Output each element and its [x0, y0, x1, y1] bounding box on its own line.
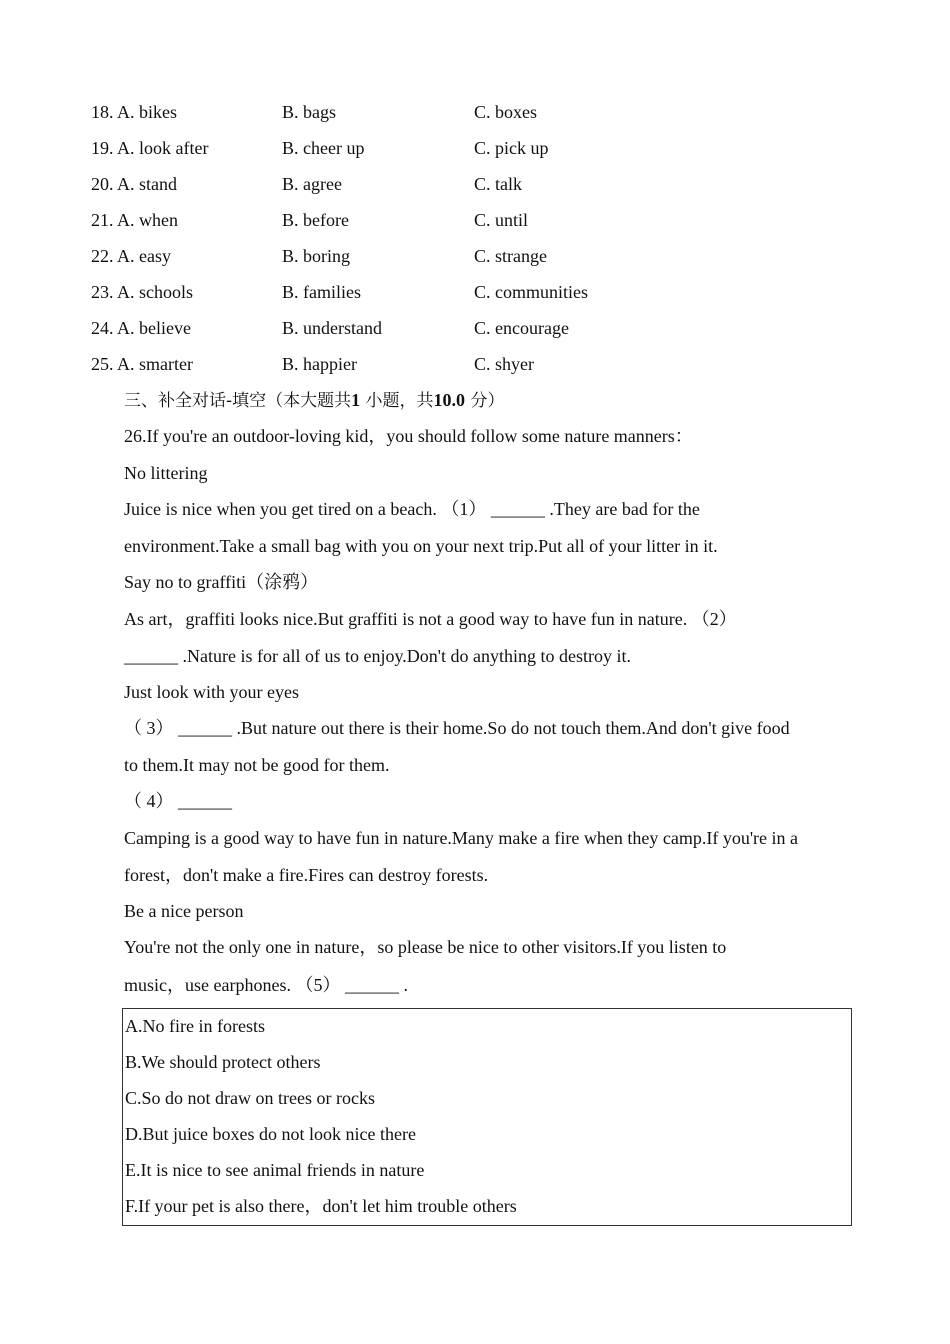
- passage-line: Juice is nice when you get tired on a beach. （1） ______ .They are bad for the: [124, 499, 700, 519]
- passage-line: As art，graffiti looks nice.But graffiti is not a good way to have fun in nature. （2）: [124, 609, 737, 629]
- passage-line: to them.It may not be good for them.: [124, 755, 390, 775]
- option-c: C. encourage: [474, 318, 569, 338]
- option-c: C. strange: [474, 246, 547, 266]
- option-row-18: [91, 94, 891, 130]
- passage-line: 26.If you're an outdoor-loving kid，you should follow some nature manners：: [124, 426, 693, 446]
- option-b: B. understand: [282, 318, 382, 338]
- option-row-21: [91, 202, 891, 238]
- option-row-19: [91, 130, 891, 166]
- passage-line: music，use earphones. （5） ______ .: [124, 975, 408, 995]
- option-b: B. boring: [282, 246, 351, 266]
- passage-line: ______ .Nature is for all of us to enjoy.Don't do anything to destroy it.: [124, 646, 632, 666]
- option-b: B. families: [282, 282, 361, 302]
- passage-line: forest，don't make a fire.Fires can destroy forests.: [124, 865, 489, 885]
- option-row-24: [91, 310, 891, 346]
- option-b: B. agree: [282, 174, 342, 194]
- choices-box: [122, 1008, 852, 1226]
- section-score: 10.0: [433, 390, 466, 410]
- choice-a: A.No fire in forests: [125, 1016, 265, 1036]
- option-row-20: [91, 166, 891, 202]
- option-b: B. before: [282, 210, 349, 230]
- option-a: 22. A. easy: [91, 246, 171, 266]
- section-title-mid: 小题，共: [365, 391, 434, 411]
- choice-c: C.So do not draw on trees or rocks: [125, 1088, 375, 1108]
- option-c: C. boxes: [474, 102, 537, 122]
- section-count: 1: [351, 390, 361, 410]
- option-b: B. happier: [282, 354, 357, 374]
- choice-e: E.It is nice to see animal friends in nature: [125, 1160, 425, 1180]
- option-c: C. until: [474, 210, 529, 230]
- option-a: 18. A. bikes: [91, 102, 178, 122]
- option-a: 21. A. when: [91, 210, 178, 230]
- passage-line: Just look with your eyes: [124, 682, 299, 702]
- choice-b: B.We should protect others: [125, 1052, 321, 1072]
- option-b: B. bags: [282, 102, 336, 122]
- option-row-23: [91, 274, 891, 310]
- option-a: 24. A. believe: [91, 318, 191, 338]
- choice-f: F.If your pet is also there，don't let him trouble others: [125, 1196, 517, 1216]
- passage-line: environment.Take a small bag with you on your next trip.Put all of your litter in it.: [124, 536, 718, 556]
- option-a: 20. A. stand: [91, 174, 178, 194]
- option-b: B. cheer up: [282, 138, 365, 158]
- option-row-25: [91, 346, 891, 382]
- section-title: [124, 382, 504, 418]
- choice-d: D.But juice boxes do not look nice there: [125, 1124, 416, 1144]
- option-c: C. talk: [474, 174, 522, 194]
- passage-line: You're not the only one in nature，so please be nice to other visitors.If you listen to: [124, 937, 727, 957]
- section-title-pre: 三、补全对话-填空（本大题共: [124, 391, 352, 411]
- passage-line: Be a nice person: [124, 901, 244, 921]
- passage-line: Camping is a good way to have fun in nature.Many make a fire when they camp.If you're in a: [124, 828, 799, 848]
- passage-line: （ 3） ______ .But nature out there is their home.So do not touch them.And don't give food: [124, 718, 790, 738]
- section-title-post: 分）: [470, 391, 505, 411]
- option-a: 23. A. schools: [91, 282, 194, 302]
- option-c: C. communities: [474, 282, 588, 302]
- option-c: C. shyer: [474, 354, 534, 374]
- passage-line: No littering: [124, 463, 208, 483]
- option-row-22: [91, 238, 891, 274]
- option-a: 25. A. smarter: [91, 354, 193, 374]
- passage-line: Say no to graffiti（涂鸦）: [124, 572, 319, 592]
- option-c: C. pick up: [474, 138, 549, 158]
- option-a: 19. A. look after: [91, 138, 209, 158]
- passage-line: （ 4） ______: [124, 791, 232, 811]
